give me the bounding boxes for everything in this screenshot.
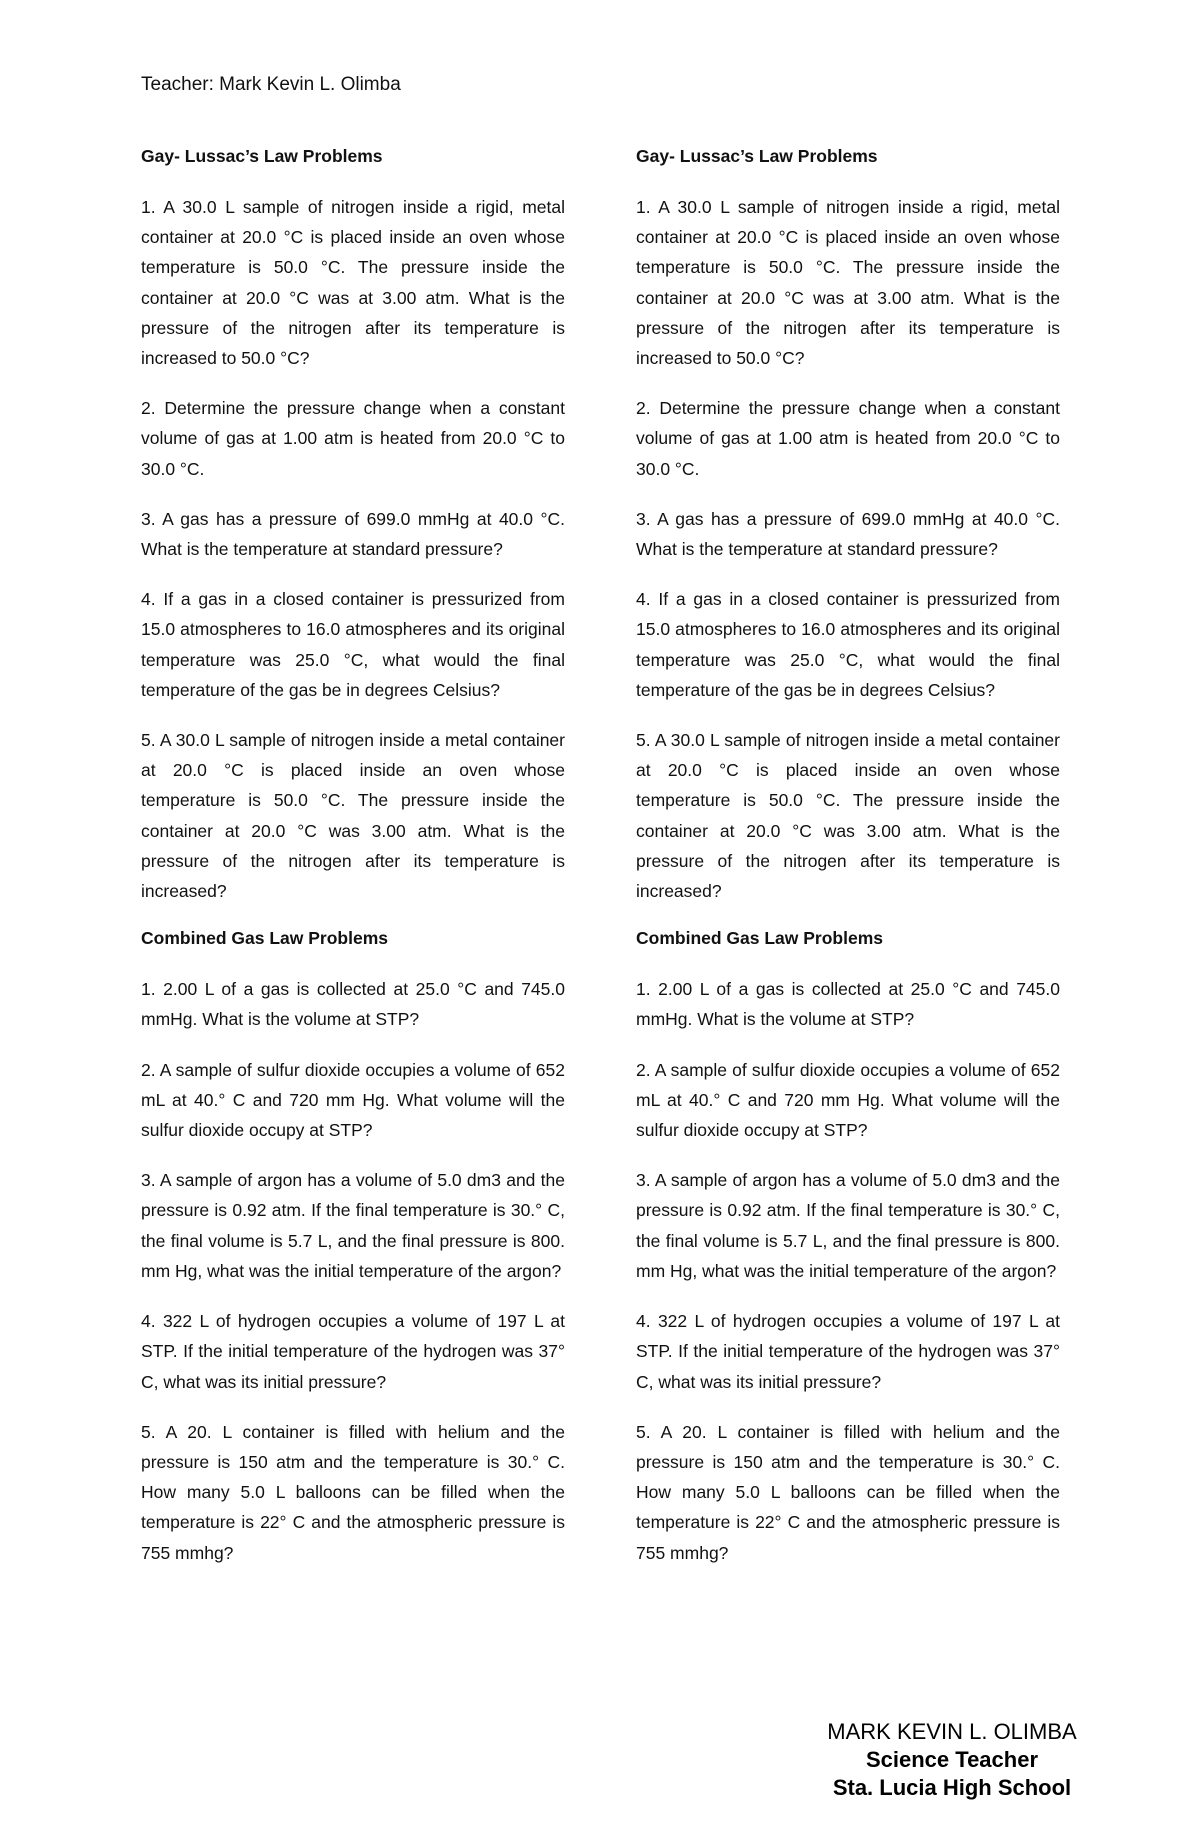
gay-lussac-problem-5: 5. A 30.0 L sample of nitrogen inside a metal container at 20.0 °C is placed inside an oven whose temperature is 50.0 °C. The pressure inside the container at 20.0 °C was 3.00 atm. What is the pressure of the nitrogen after its temperature is increased? [636, 730, 1060, 902]
gay-lussac-problem-5: 5. A 30.0 L sample of nitrogen inside a metal container at 20.0 °C is placed inside an oven whose temperature is 50.0 °C. The pressure inside the container at 20.0 °C was 3.00 atm. What is the pressure of the nitrogen after its temperature is increased? [141, 730, 565, 902]
combined-heading: Combined Gas Law Problems [636, 928, 883, 949]
combined-problem-1: 1. 2.00 L of a gas is collected at 25.0 °C and 745.0 mmHg. What is the volume at STP? [636, 979, 1060, 1030]
signature-block [782, 1718, 1122, 1802]
combined-problem-4: 4. 322 L of hydrogen occupies a volume of 197 L at STP. If the initial temperature of the hydrogen was 37° C, what was its initial pressure? [636, 1311, 1060, 1392]
signature-role: Science Teacher [865, 1747, 1039, 1772]
combined-problem-3: 3. A sample of argon has a volume of 5.0 dm3 and the pressure is 0.92 atm. If the final temperature is 30.° C, the final volume is 5.7 L, and the final pressure is 800. mm Hg, what was the initial temperature of the argon? [141, 1170, 565, 1281]
gay-lussac-heading: Gay- Lussac’s Law Problems [141, 146, 383, 166]
signature-school: Sta. Lucia High School [832, 1775, 1072, 1800]
combined-problem-4: 4. 322 L of hydrogen occupies a volume of 197 L at STP. If the initial temperature of the hydrogen was 37° C, what was its initial pressure? [141, 1311, 565, 1392]
signature-name: MARK KEVIN L. OLIMBA [827, 1719, 1077, 1744]
combined-heading: Combined Gas Law Problems [141, 928, 388, 949]
combined-problem-1: 1. 2.00 L of a gas is collected at 25.0 °C and 745.0 mmHg. What is the volume at STP? [141, 979, 565, 1030]
gay-lussac-problem-4: 4. If a gas in a closed container is pressurized from 15.0 atmospheres to 16.0 atmospheres and its original temperature was 25.0 °C, what would the final temperature of the gas be in degrees Celsius? [636, 589, 1060, 700]
gay-lussac-problem-4: 4. If a gas in a closed container is pressurized from 15.0 atmospheres to 16.0 atmospheres and its original temperature was 25.0 °C, what would the final temperature of the gas be in degrees Celsius? [141, 589, 565, 700]
teacher-name: Teacher: Mark Kevin L. Olimba [141, 74, 401, 95]
gay-lussac-problem-2: 2. Determine the pressure change when a constant volume of gas at 1.00 atm is heated from 20.0 °C to 30.0 °C. [636, 398, 1060, 479]
gay-lussac-problem-2: 2. Determine the pressure change when a constant volume of gas at 1.00 atm is heated from 20.0 °C to 30.0 °C. [141, 398, 565, 479]
combined-problem-5: 5. A 20. L container is filled with helium and the pressure is 150 atm and the temperature is 30.° C. How many 5.0 L balloons can be filled when the temperature is 22° C and the atmospheric pressure is 755 mmhg? [141, 1421, 565, 1563]
combined-problem-5: 5. A 20. L container is filled with helium and the pressure is 150 atm and the temperature is 30.° C. How many 5.0 L balloons can be filled when the temperature is 22° C and the atmospheric pressure is 755 mmhg? [636, 1421, 1060, 1563]
combined-problem-2: 2. A sample of sulfur dioxide occupies a volume of 652 mL at 40.° C and 720 mm Hg. What volume will the sulfur dioxide occupy at STP? [141, 1059, 565, 1141]
combined-problem-2: 2. A sample of sulfur dioxide occupies a volume of 652 mL at 40.° C and 720 mm Hg. What volume will the sulfur dioxide occupy at STP? [636, 1059, 1060, 1141]
worksheet-column-right [636, 144, 1060, 1588]
gay-lussac-problem-3: 3. A gas has a pressure of 699.0 mmHg at 40.0 °C. What is the temperature at standard pressure? [636, 508, 1060, 560]
gay-lussac-problem-1: 1. A 30.0 L sample of nitrogen inside a rigid, metal container at 20.0 °C is placed inside an oven whose temperature is 50.0 °C. The pressure inside the container at 20.0 °C was at 3.00 atm. What is the pressure of the nitrogen after its temperature is increased to 50.0 °C? [141, 197, 565, 369]
gay-lussac-problem-1: 1. A 30.0 L sample of nitrogen inside a rigid, metal container at 20.0 °C is placed inside an oven whose temperature is 50.0 °C. The pressure inside the container at 20.0 °C was at 3.00 atm. What is the pressure of the nitrogen after its temperature is increased to 50.0 °C? [636, 197, 1060, 369]
combined-problem-3: 3. A sample of argon has a volume of 5.0 dm3 and the pressure is 0.92 atm. If the final temperature is 30.° C, the final volume is 5.7 L, and the final pressure is 800. mm Hg, what was the initial temperature of the argon? [636, 1170, 1060, 1281]
worksheet-column-left [141, 144, 565, 1588]
gay-lussac-problem-3: 3. A gas has a pressure of 699.0 mmHg at 40.0 °C. What is the temperature at standard pressure? [141, 508, 565, 560]
gay-lussac-heading: Gay- Lussac’s Law Problems [636, 146, 878, 166]
